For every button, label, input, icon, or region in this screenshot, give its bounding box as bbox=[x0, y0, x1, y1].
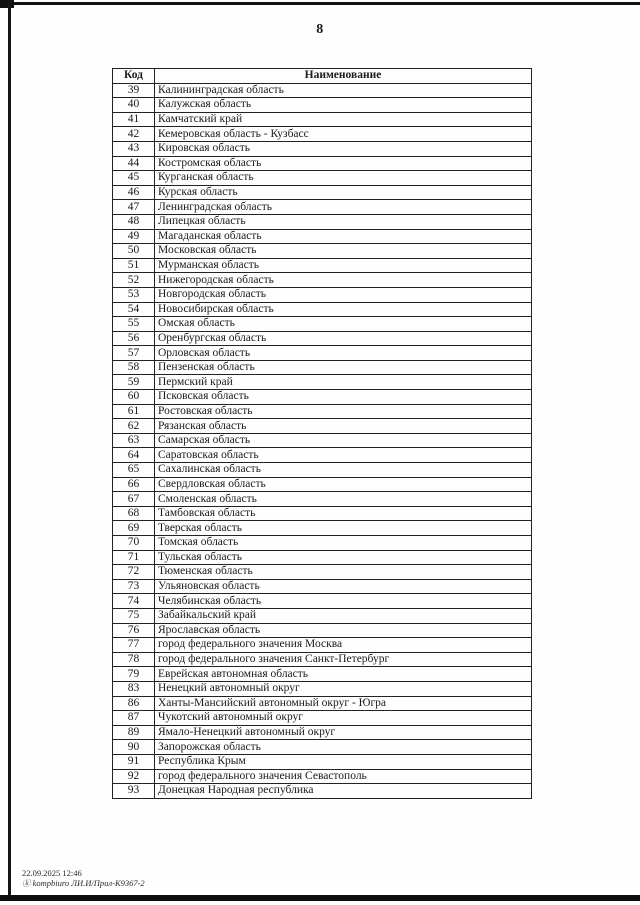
name-cell: Ленинградская область bbox=[155, 200, 532, 215]
table-row bbox=[113, 287, 532, 302]
table-row bbox=[113, 492, 532, 507]
name-cell: Ульяновская область bbox=[155, 579, 532, 594]
code-cell: 78 bbox=[113, 652, 155, 667]
table-row bbox=[113, 550, 532, 565]
table-row bbox=[113, 623, 532, 638]
table-row bbox=[113, 273, 532, 288]
name-cell: Свердловская область bbox=[155, 477, 532, 492]
table-row bbox=[113, 696, 532, 711]
name-cell: Рязанская область bbox=[155, 419, 532, 434]
name-cell: Ханты-Мансийский автономный округ - Югра bbox=[155, 696, 532, 711]
name-cell: Тамбовская область bbox=[155, 506, 532, 521]
code-cell: 62 bbox=[113, 419, 155, 434]
table-row bbox=[113, 141, 532, 156]
table-row bbox=[113, 317, 532, 332]
name-cell: Ненецкий автономный округ bbox=[155, 681, 532, 696]
table-row bbox=[113, 390, 532, 405]
name-cell: Оренбургская область bbox=[155, 331, 532, 346]
table-row bbox=[113, 506, 532, 521]
code-cell: 42 bbox=[113, 127, 155, 142]
code-cell: 92 bbox=[113, 769, 155, 784]
table-row bbox=[113, 638, 532, 653]
code-cell: 51 bbox=[113, 258, 155, 273]
name-cell: Ярославская область bbox=[155, 623, 532, 638]
code-cell: 68 bbox=[113, 506, 155, 521]
table-row bbox=[113, 769, 532, 784]
code-cell: 45 bbox=[113, 171, 155, 186]
name-cell: Липецкая область bbox=[155, 214, 532, 229]
name-cell: Челябинская область bbox=[155, 594, 532, 609]
name-cell: Орловская область bbox=[155, 346, 532, 361]
table-row bbox=[113, 156, 532, 171]
table-row bbox=[113, 419, 532, 434]
name-cell: Кемеровская область - Кузбасс bbox=[155, 127, 532, 142]
table-row bbox=[113, 433, 532, 448]
name-cell: Костромская область bbox=[155, 156, 532, 171]
code-cell: 73 bbox=[113, 579, 155, 594]
footer-reference: ⓚ kompbiuro ЛИ.И/Прил-К9367-2 bbox=[22, 878, 145, 888]
name-cell: Республика Крым bbox=[155, 754, 532, 769]
code-cell: 87 bbox=[113, 711, 155, 726]
name-cell: Псковская область bbox=[155, 390, 532, 405]
code-cell: 71 bbox=[113, 550, 155, 565]
name-cell: Ямало-Ненецкий автономный округ bbox=[155, 725, 532, 740]
table-row bbox=[113, 331, 532, 346]
code-cell: 57 bbox=[113, 346, 155, 361]
table-row bbox=[113, 200, 532, 215]
name-cell: Забайкальский край bbox=[155, 608, 532, 623]
code-cell: 75 bbox=[113, 608, 155, 623]
table-row bbox=[113, 171, 532, 186]
code-cell: 40 bbox=[113, 98, 155, 113]
code-cell: 69 bbox=[113, 521, 155, 536]
code-cell: 49 bbox=[113, 229, 155, 244]
name-cell: Донецкая Народная республика bbox=[155, 784, 532, 799]
table-row bbox=[113, 681, 532, 696]
region-table-body bbox=[113, 83, 532, 798]
table-row bbox=[113, 521, 532, 536]
code-cell: 52 bbox=[113, 273, 155, 288]
code-cell: 91 bbox=[113, 754, 155, 769]
name-cell: Калужская область bbox=[155, 98, 532, 113]
table-row bbox=[113, 477, 532, 492]
code-cell: 86 bbox=[113, 696, 155, 711]
code-cell: 64 bbox=[113, 448, 155, 463]
code-cell: 55 bbox=[113, 317, 155, 332]
code-cell: 90 bbox=[113, 740, 155, 755]
scan-edge-bottom bbox=[0, 895, 640, 901]
name-cell: Еврейская автономная область bbox=[155, 667, 532, 682]
name-cell: Новосибирская область bbox=[155, 302, 532, 317]
name-cell: Ростовская область bbox=[155, 404, 532, 419]
table-row bbox=[113, 302, 532, 317]
code-cell: 56 bbox=[113, 331, 155, 346]
name-cell: Смоленская область bbox=[155, 492, 532, 507]
name-cell: Московская область bbox=[155, 244, 532, 259]
code-cell: 59 bbox=[113, 375, 155, 390]
scan-edge-top bbox=[0, 2, 640, 5]
code-cell: 67 bbox=[113, 492, 155, 507]
table-row bbox=[113, 711, 532, 726]
name-cell: Тверская область bbox=[155, 521, 532, 536]
table-row bbox=[113, 725, 532, 740]
table-row bbox=[113, 667, 532, 682]
name-cell: Тульская область bbox=[155, 550, 532, 565]
name-cell: Пермский край bbox=[155, 375, 532, 390]
name-cell: Пензенская область bbox=[155, 360, 532, 375]
code-cell: 63 bbox=[113, 433, 155, 448]
name-cell: Саратовская область bbox=[155, 448, 532, 463]
code-cell: 50 bbox=[113, 244, 155, 259]
code-cell: 83 bbox=[113, 681, 155, 696]
table-row bbox=[113, 229, 532, 244]
code-cell: 47 bbox=[113, 200, 155, 215]
page-number: 8 bbox=[316, 22, 324, 37]
table-row bbox=[113, 463, 532, 478]
name-cell: город федерального значения Севастополь bbox=[155, 769, 532, 784]
name-cell: Самарская область bbox=[155, 433, 532, 448]
table-row bbox=[113, 360, 532, 375]
code-cell: 44 bbox=[113, 156, 155, 171]
name-cell: Мурманская область bbox=[155, 258, 532, 273]
region-code-table bbox=[112, 68, 532, 799]
document-footer bbox=[22, 868, 145, 888]
name-cell: Курская область bbox=[155, 185, 532, 200]
code-cell: 65 bbox=[113, 463, 155, 478]
code-cell: 54 bbox=[113, 302, 155, 317]
code-cell: 76 bbox=[113, 623, 155, 638]
table-row bbox=[113, 404, 532, 419]
code-cell: 58 bbox=[113, 360, 155, 375]
table-row bbox=[113, 214, 532, 229]
code-cell: 66 bbox=[113, 477, 155, 492]
table-row bbox=[113, 608, 532, 623]
table-row bbox=[113, 127, 532, 142]
code-cell: 53 bbox=[113, 287, 155, 302]
name-cell: Камчатский край bbox=[155, 112, 532, 127]
table-row bbox=[113, 740, 532, 755]
name-cell: Запорожская область bbox=[155, 740, 532, 755]
code-cell: 93 bbox=[113, 784, 155, 799]
code-cell: 43 bbox=[113, 141, 155, 156]
code-cell: 70 bbox=[113, 536, 155, 551]
code-cell: 89 bbox=[113, 725, 155, 740]
code-cell: 74 bbox=[113, 594, 155, 609]
table-row bbox=[113, 536, 532, 551]
table-row bbox=[113, 185, 532, 200]
code-cell: 72 bbox=[113, 565, 155, 580]
table-row bbox=[113, 244, 532, 259]
code-cell: 60 bbox=[113, 390, 155, 405]
table-row bbox=[113, 346, 532, 361]
code-cell: 79 bbox=[113, 667, 155, 682]
code-cell: 77 bbox=[113, 638, 155, 653]
table-row bbox=[113, 112, 532, 127]
table-row bbox=[113, 448, 532, 463]
table-row bbox=[113, 594, 532, 609]
table-row bbox=[113, 652, 532, 667]
table-row bbox=[113, 784, 532, 799]
name-cell: Кировская область bbox=[155, 141, 532, 156]
table-row bbox=[113, 83, 532, 98]
code-cell: 41 bbox=[113, 112, 155, 127]
name-cell: Чукотский автономный округ bbox=[155, 711, 532, 726]
name-cell: Нижегородская область bbox=[155, 273, 532, 288]
scan-edge-left bbox=[8, 0, 11, 895]
name-cell: Калининградская область bbox=[155, 83, 532, 98]
name-cell: Магаданская область bbox=[155, 229, 532, 244]
name-cell: Омская область bbox=[155, 317, 532, 332]
name-cell: Сахалинская область bbox=[155, 463, 532, 478]
column-header-name: Наименование bbox=[155, 69, 532, 84]
name-cell: Новгородская область bbox=[155, 287, 532, 302]
name-cell: Томская область bbox=[155, 536, 532, 551]
name-cell: город федерального значения Москва bbox=[155, 638, 532, 653]
code-cell: 61 bbox=[113, 404, 155, 419]
name-cell: Тюменская область bbox=[155, 565, 532, 580]
code-cell: 48 bbox=[113, 214, 155, 229]
footer-timestamp: 22.09.2025 12:46 bbox=[22, 868, 82, 878]
code-cell: 46 bbox=[113, 185, 155, 200]
table-row bbox=[113, 754, 532, 769]
table-row bbox=[113, 579, 532, 594]
table-row bbox=[113, 565, 532, 580]
name-cell: Курганская область bbox=[155, 171, 532, 186]
table-header-row bbox=[113, 69, 532, 84]
table-row bbox=[113, 258, 532, 273]
column-header-code: Код bbox=[113, 69, 155, 84]
name-cell: город федерального значения Санкт-Петербург bbox=[155, 652, 532, 667]
code-cell: 39 bbox=[113, 83, 155, 98]
table-row bbox=[113, 375, 532, 390]
table-row bbox=[113, 98, 532, 113]
